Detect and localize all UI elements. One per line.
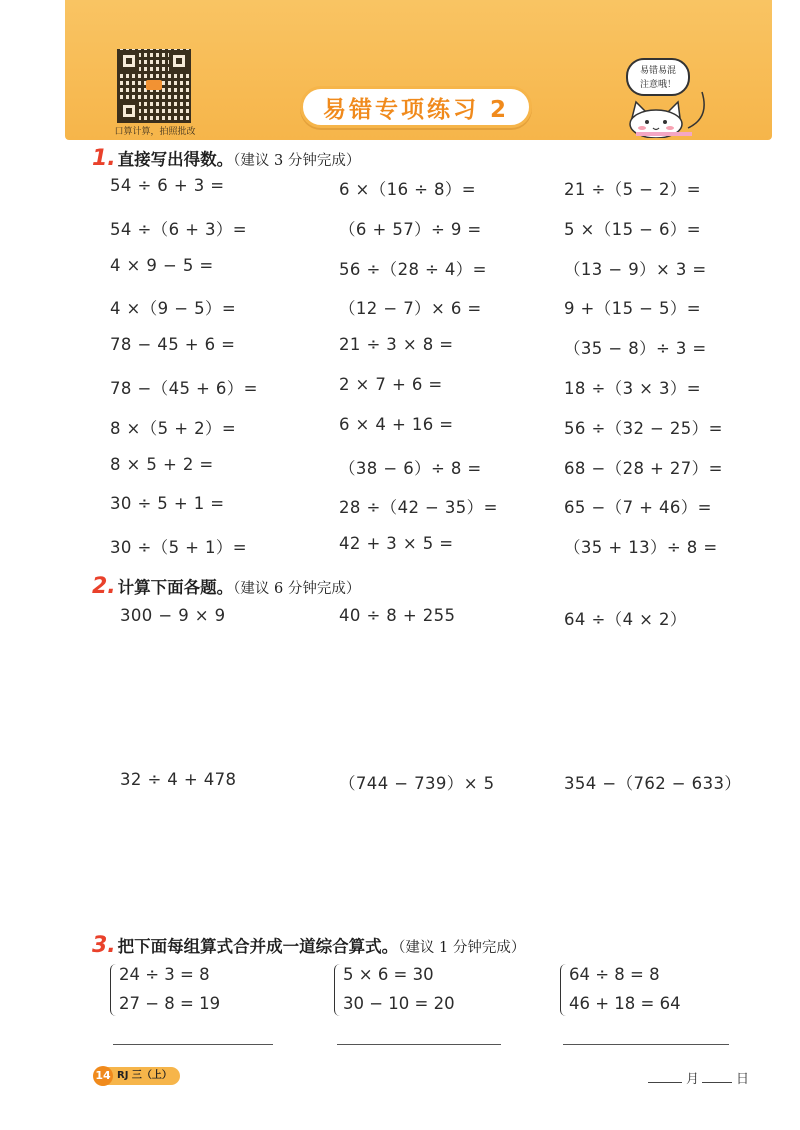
- mental-math-item: 28 ÷（42 − 35）=: [339, 498, 498, 517]
- answer-line[interactable]: [113, 1044, 273, 1045]
- section-3-title: [92, 933, 525, 958]
- cat-drawing-icon: [618, 58, 714, 138]
- section-3-number: 3.: [92, 933, 116, 958]
- mental-math-item: 5 ×（15 − 6）=: [564, 220, 702, 239]
- month-blank[interactable]: [648, 1082, 682, 1083]
- mental-math-item: 42 + 3 × 5 =: [339, 534, 454, 553]
- calc-problem: 64 ÷（4 × 2）: [564, 610, 687, 629]
- mental-math-item: （6 + 57）÷ 9 =: [339, 220, 482, 239]
- section-1-heading: 直接写出得数。: [117, 150, 234, 169]
- mental-math-item: 2 × 7 + 6 =: [339, 375, 443, 394]
- mental-math-item: 4 ×（9 − 5）=: [110, 299, 237, 318]
- page-title: 易错专项练习 2: [300, 86, 532, 128]
- section-2-heading: 计算下面各题。: [117, 578, 234, 597]
- calc-problem: （744 − 739）× 5: [339, 774, 495, 793]
- mental-math-item: （35 + 13）÷ 8 =: [564, 538, 718, 557]
- brace-icon: [334, 964, 340, 1016]
- calc-problem: 354 −（762 − 633）: [564, 774, 742, 793]
- equation: 46 + 18 = 64: [569, 994, 681, 1013]
- mental-math-item: 78 − 45 + 6 =: [110, 335, 236, 354]
- mental-math-item: 54 ÷ 6 + 3 =: [110, 176, 225, 195]
- section-1-hint: （建议 3 分钟完成）: [233, 153, 361, 169]
- mental-math-item: 18 ÷（3 × 3）=: [564, 379, 702, 398]
- section-2-hint: （建议 6 分钟完成）: [233, 581, 361, 597]
- mental-math-item: （12 − 7）× 6 =: [339, 299, 482, 318]
- equation: 27 − 8 = 19: [119, 994, 221, 1013]
- mental-math-item: 8 × 5 + 2 =: [110, 455, 214, 474]
- section-2-title: [92, 574, 360, 599]
- qr-code-icon[interactable]: [117, 49, 191, 123]
- day-blank[interactable]: [702, 1082, 732, 1083]
- answer-line[interactable]: [337, 1044, 501, 1045]
- section-1-title: [92, 146, 360, 171]
- mental-math-item: 65 −（7 + 46）=: [564, 498, 712, 517]
- equation: 24 ÷ 3 = 8: [119, 965, 210, 984]
- day-label: 日: [736, 1072, 750, 1087]
- bubble-line-2: 注意哦！: [639, 80, 676, 90]
- mental-math-item: 6 × 4 + 16 =: [339, 415, 454, 434]
- brace-icon: [560, 964, 566, 1016]
- brace-icon: [110, 964, 116, 1016]
- calc-problem: 32 ÷ 4 + 478: [120, 770, 237, 789]
- answer-line[interactable]: [563, 1044, 729, 1045]
- section-3-hint: （建议 1 分钟完成）: [398, 940, 526, 956]
- mental-math-item: 21 ÷（5 − 2）=: [564, 180, 702, 199]
- edition-badge: RJ 三（上）: [95, 1067, 180, 1085]
- mental-math-item: 9 +（15 − 5）=: [564, 299, 702, 318]
- bubble-line-1: 易错易混: [639, 66, 676, 76]
- equation-group: [334, 960, 455, 1020]
- mental-math-item: 56 ÷（28 ÷ 4）=: [339, 260, 487, 279]
- mental-math-item: 6 ×（16 ÷ 8）=: [339, 180, 477, 199]
- equation-group: [110, 960, 220, 1020]
- cat-mascot-icon: [618, 58, 714, 138]
- mental-math-item: 21 ÷ 3 × 8 =: [339, 335, 454, 354]
- month-label: 月: [686, 1072, 700, 1087]
- page-number: 14: [93, 1066, 113, 1086]
- qr-caption: 口算计算，拍照批改: [114, 127, 196, 137]
- calc-problem: 300 − 9 × 9: [120, 606, 226, 625]
- mental-math-item: 56 ÷（32 − 25）=: [564, 419, 723, 438]
- calc-problem: 40 ÷ 8 + 255: [339, 606, 456, 625]
- mental-math-item: 30 ÷（5 + 1）=: [110, 538, 248, 557]
- mental-math-item: 54 ÷（6 + 3）=: [110, 220, 248, 239]
- mental-math-item: 4 × 9 − 5 =: [110, 256, 214, 275]
- mental-math-item: 68 −（28 + 27）=: [564, 459, 723, 478]
- mental-math-item: （13 − 9）× 3 =: [564, 260, 707, 279]
- mental-math-item: （38 − 6）÷ 8 =: [339, 459, 482, 478]
- section-2-number: 2.: [92, 574, 116, 599]
- equation-group: [560, 960, 681, 1020]
- equation: 5 × 6 = 30: [343, 965, 434, 984]
- mental-math-item: （35 − 8）÷ 3 =: [564, 339, 707, 358]
- section-1-number: 1.: [92, 146, 116, 171]
- mental-math-item: 8 ×（5 + 2）=: [110, 419, 237, 438]
- mental-math-item: 78 −（45 + 6）=: [110, 379, 258, 398]
- mental-math-item: 30 ÷ 5 + 1 =: [110, 494, 225, 513]
- section-3-heading: 把下面每组算式合并成一道综合算式。: [117, 937, 399, 956]
- equation: 30 − 10 = 20: [343, 994, 455, 1013]
- equation: 64 ÷ 8 = 8: [569, 965, 660, 984]
